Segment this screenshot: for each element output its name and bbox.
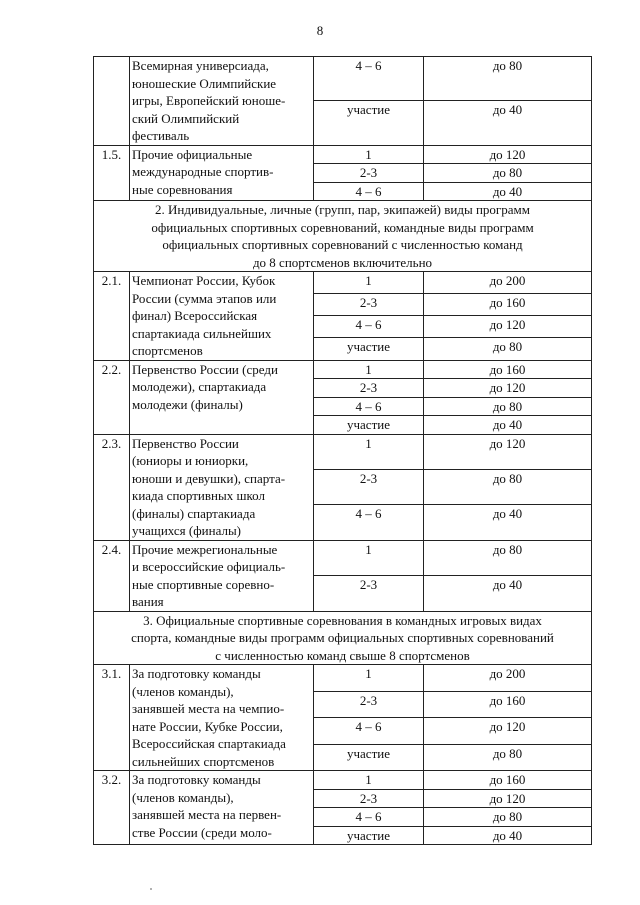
place-cell: 4 – 6 [314,182,424,201]
table-row [94,57,592,101]
table-row [94,540,592,576]
place-cell: 4 – 6 [314,718,424,745]
rating-table [93,56,592,845]
place-cell: 1 [314,145,424,164]
section-header-row [94,611,592,665]
scan-artifact [150,888,152,890]
place-cell: 2-3 [314,576,424,612]
points-cell: до 40 [424,576,592,612]
item-number: 2.1. [94,272,130,361]
place-cell: 4 – 6 [314,397,424,416]
points-cell: до 120 [424,718,592,745]
competition-name: Всемирная универсиада, юношеские Олимпийские игры, Европейский юноше- ский Олимпийский фестиваль [130,57,314,146]
points-cell: до 120 [424,789,592,808]
place-cell: участие [314,338,424,360]
table-row [94,145,592,164]
place-cell: 4 – 6 [314,505,424,540]
competition-name: Прочие официальные международные спортив- ные соревнования [130,145,314,201]
points-cell: до 80 [424,808,592,827]
page-number: 8 [316,23,324,38]
item-number: 2.4. [94,540,130,611]
table-row [94,771,592,790]
place-cell: участие [314,826,424,845]
place-cell: 1 [314,540,424,576]
place-cell: 2-3 [314,469,424,504]
item-number [94,57,130,146]
competition-name: Первенство России (юниоры и юниорки, юноши и девушки), спарта- киада спортивных школ (финалы) спартакиада учащихся (финалы) [130,434,314,540]
points-cell: до 80 [424,744,592,771]
competition-name: За подготовку команды (членов команды), занявшей места на чемпио- нате России, Кубке России, Всероссийская спартакиада сильнейших спортсменов [130,665,314,771]
points-cell: до 80 [424,397,592,416]
points-cell: до 120 [424,434,592,469]
place-cell: участие [314,744,424,771]
place-cell: 1 [314,434,424,469]
table-row [94,434,592,469]
place-cell: 2-3 [314,379,424,398]
points-cell: до 40 [424,182,592,201]
place-cell: 4 – 6 [314,57,424,101]
place-cell: 2-3 [314,294,424,316]
points-cell: до 80 [424,57,592,101]
place-cell: 1 [314,272,424,294]
section-title: 2. Индивидуальные, личные (групп, пар, экипажей) виды программ официальных спортивных соревнований, командные виды программ официальных спортивных соревнований с численностью команд до 8 спортсменов включительно [94,201,592,272]
place-cell: 1 [314,360,424,379]
place-cell: 4 – 6 [314,808,424,827]
points-cell: до 80 [424,338,592,360]
section-header-row [94,201,592,272]
item-number: 1.5. [94,145,130,201]
place-cell: 2-3 [314,789,424,808]
competition-name: Первенство России (среди молодежи), спартакиада молодежи (финалы) [130,360,314,434]
points-cell: до 160 [424,360,592,379]
table-row [94,665,592,692]
points-cell: до 80 [424,164,592,183]
item-number: 3.1. [94,665,130,771]
points-cell: до 40 [424,101,592,145]
item-number: 2.3. [94,434,130,540]
competition-name: Чемпионат России, Кубок России (сумма этапов или финал) Всероссийская спартакиада сильнейших спортсменов [130,272,314,361]
points-cell: до 80 [424,469,592,504]
points-cell: до 120 [424,145,592,164]
place-cell: 1 [314,771,424,790]
points-cell: до 200 [424,665,592,692]
place-cell: участие [314,101,424,145]
points-cell: до 40 [424,505,592,540]
table-row [94,272,592,294]
points-cell: до 160 [424,771,592,790]
competition-name: Прочие межрегиональные и всероссийские официаль- ные спортивные соревно- вания [130,540,314,611]
section-title: 3. Официальные спортивные соревнования в командных игровых видах спорта, командные виды программ официальных спортивных соревнований с численностью команд свыше 8 спортсменов [94,611,592,665]
points-cell: до 80 [424,540,592,576]
points-cell: до 160 [424,691,592,718]
place-cell: 2-3 [314,164,424,183]
competition-name: За подготовку команды (членов команды), занявшей места на первен- стве России (среди моло- [130,771,314,845]
item-number: 3.2. [94,771,130,845]
points-cell: до 120 [424,316,592,338]
table-row [94,360,592,379]
place-cell: участие [314,416,424,435]
points-cell: до 40 [424,826,592,845]
points-cell: до 200 [424,272,592,294]
place-cell: 4 – 6 [314,316,424,338]
place-cell: 1 [314,665,424,692]
place-cell: 2-3 [314,691,424,718]
points-cell: до 120 [424,379,592,398]
points-cell: до 160 [424,294,592,316]
points-cell: до 40 [424,416,592,435]
item-number: 2.2. [94,360,130,434]
